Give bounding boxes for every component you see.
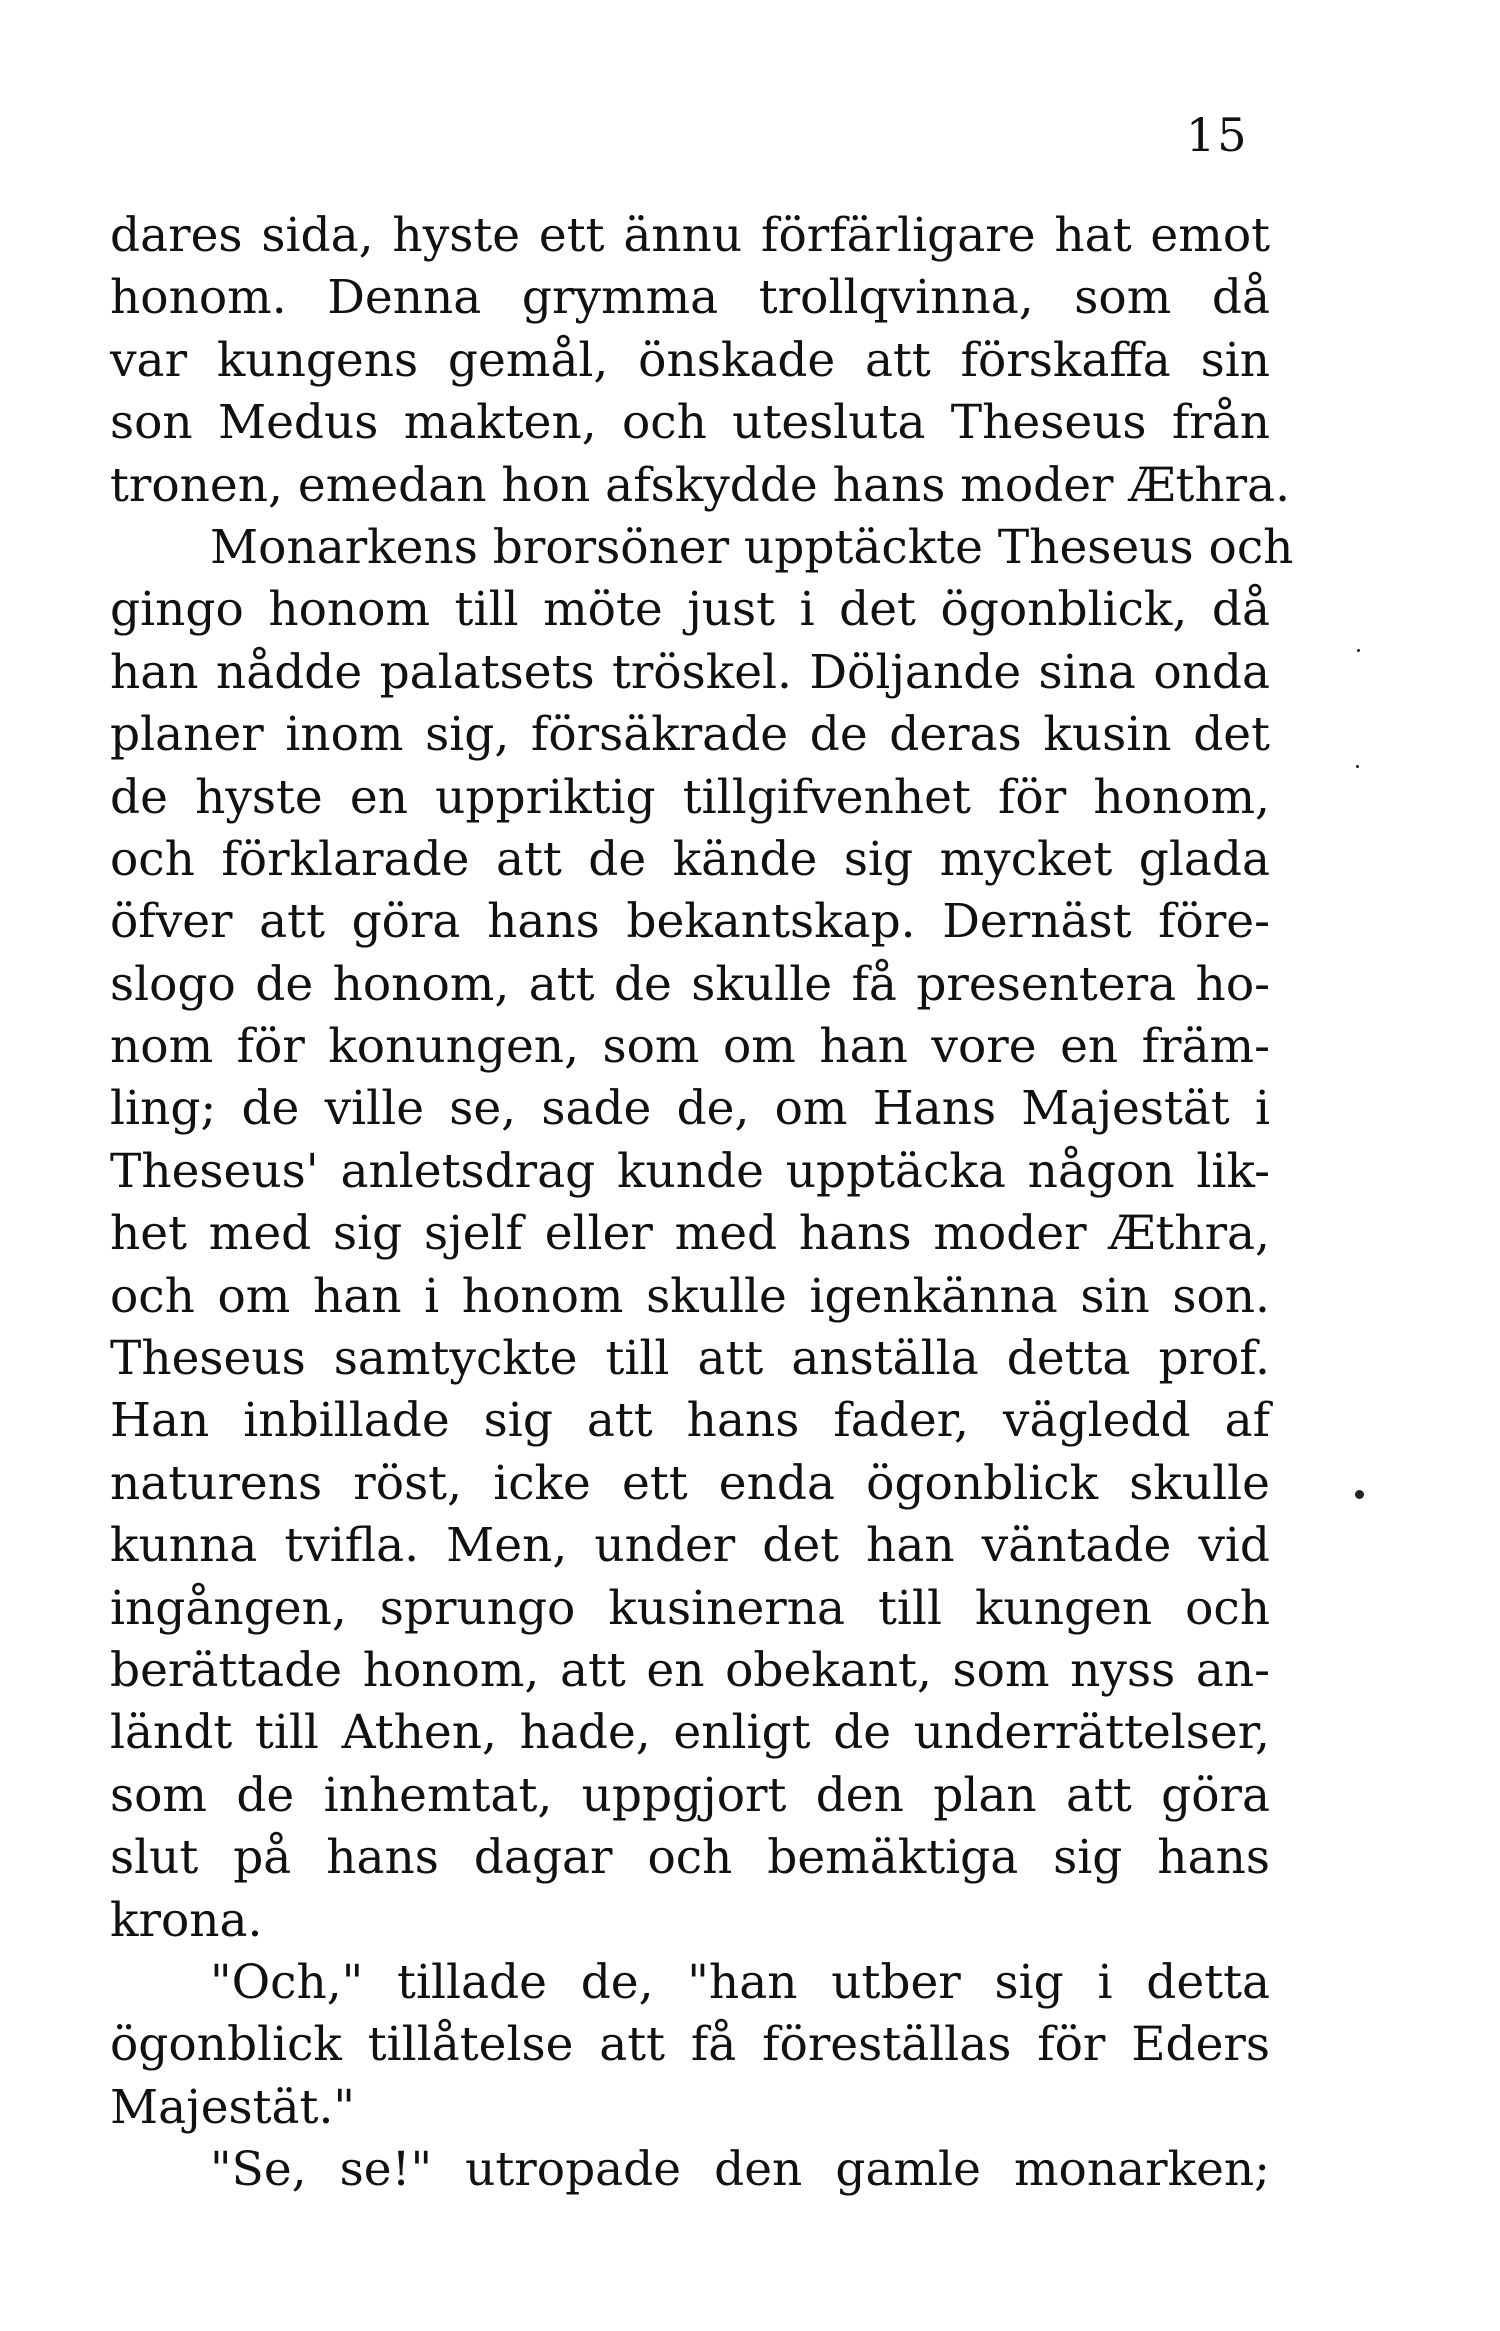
ink-speck xyxy=(1355,1490,1364,1499)
body-text xyxy=(110,205,1294,2202)
text-line: han nådde palatsets tröskel. Döljande sina onda xyxy=(110,644,1270,700)
text-line: och förklarade att de kände sig mycket glada xyxy=(110,831,1270,887)
text-line: "Se, se!" utropade den gamle monarken; xyxy=(210,2142,1270,2198)
text-line: som de inhemtat, uppgjort den plan att göra xyxy=(110,1767,1270,1823)
text-line: berättade honom, att en obekant, som nyss an- xyxy=(110,1642,1270,1698)
ink-speck xyxy=(1356,765,1359,768)
text-line: slut på hans dagar och bemäktiga sig hans xyxy=(110,1830,1270,1886)
text-line: Han inbillade sig att hans fader, vägledd af xyxy=(110,1393,1270,1449)
text-line: son Medus makten, och utesluta Theseus från xyxy=(110,395,1270,451)
text-line: naturens röst, icke ett enda ögonblick skulle xyxy=(110,1455,1270,1511)
text-line: de hyste en uppriktig tillgifvenhet för honom, xyxy=(110,769,1270,825)
page-number: 15 xyxy=(1186,108,1249,162)
text-line: ling; de ville se, sade de, om Hans Majestät i xyxy=(110,1081,1270,1137)
text-line: ländt till Athen, hade, enligt de underrättelser, xyxy=(110,1705,1270,1761)
text-line: dares sida, hyste ett ännu förfärligare hat emot xyxy=(110,208,1270,263)
text-line: tronen, emedan hon afskydde hans moder Æthra. xyxy=(110,457,1291,513)
text-line: het med sig sjelf eller med hans moder Æthra, xyxy=(110,1206,1270,1262)
text-line: gingo honom till möte just i det ögonblick, då xyxy=(110,582,1270,638)
ink-speck xyxy=(1357,649,1360,652)
text-line: planer inom sig, försäkrade de deras kusin det xyxy=(110,707,1270,763)
text-line: ögonblick tillåtelse att få föreställas för Eders xyxy=(110,2017,1270,2073)
text-line: Theseus' anletsdrag kunde upptäcka någon lik- xyxy=(110,1143,1270,1199)
text-line: Monarkens brorsöner upptäckte Theseus och xyxy=(210,519,1294,575)
text-line: ingången, sprungo kusinerna till kungen och xyxy=(110,1580,1270,1636)
text-line: krona. xyxy=(110,1892,263,1948)
text-line: "Och," tillade de, "han utber sig i detta xyxy=(210,1954,1270,2010)
text-line: Majestät." xyxy=(110,2079,356,2135)
text-line: honom. Denna grymma trollqvinna, som då xyxy=(110,270,1270,326)
text-line: Theseus samtyckte till att anställa detta prof. xyxy=(110,1331,1270,1387)
text-line: nom för konungen, som om han vore en främ- xyxy=(110,1019,1270,1075)
text-line: slogo de honom, att de skulle få presentera ho- xyxy=(110,956,1270,1012)
text-line: var kungens gemål, önskade att förskaffa sin xyxy=(110,332,1270,388)
text-line: kunna tvifla. Men, under det han väntade vid xyxy=(110,1518,1270,1574)
text-line: och om han i honom skulle igenkänna sin son. xyxy=(110,1268,1270,1324)
text-line: öfver att göra hans bekantskap. Dernäst före- xyxy=(110,894,1270,950)
